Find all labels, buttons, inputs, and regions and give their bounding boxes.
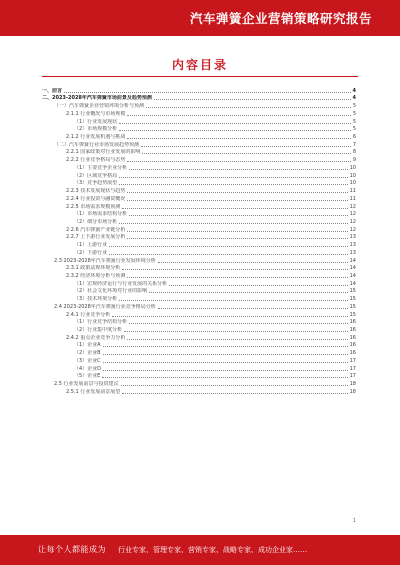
toc-entry-page: 6: [352, 134, 356, 141]
toc-entry-title: （3）企业C: [74, 357, 101, 364]
toc-entry-title: （5）企业E: [74, 373, 101, 380]
toc-entry-page: 17: [349, 357, 356, 364]
toc-entry-title: 2.2.2 行业竞争格局与态势: [66, 157, 126, 164]
toc-dot-leader: [122, 393, 347, 394]
toc-entry-title: 2.4.2 重点企业竞争力分析: [66, 334, 126, 341]
toc-entry[interactable]: [42, 179, 356, 187]
toc-dot-leader: [127, 161, 350, 162]
toc-dot-leader: [129, 169, 347, 170]
toc-dot-leader: [154, 99, 351, 100]
toc-entry[interactable]: [42, 94, 356, 102]
toc-entry-title: （1）主要竞争企业分析: [74, 164, 128, 171]
toc-entry-title: （2）细分市场分析: [74, 218, 118, 225]
toc-entry-title: 一、前言: [42, 87, 63, 94]
toc-entry[interactable]: [42, 318, 356, 326]
toc-entry-page: 14: [349, 280, 356, 287]
toc-entry-title: 2.5 行业发展前景与投资建议: [54, 381, 119, 388]
toc-entry-page: 4: [352, 95, 356, 102]
toc-entry[interactable]: [42, 140, 356, 148]
toc-dot-leader: [119, 223, 347, 224]
toc-entry-title: 二、2023-2028年汽车弹簧市场前景及趋势预测: [42, 95, 152, 102]
toc-entry-page: 18: [349, 381, 356, 388]
toc-entry[interactable]: [42, 271, 356, 279]
toc-entry[interactable]: [42, 379, 356, 387]
toc-entry-title: （1）市场需求结构分析: [74, 211, 128, 218]
toc-entry-title: （3）技术环境分析: [74, 296, 118, 303]
toc-entry[interactable]: [42, 256, 356, 264]
toc-dot-leader: [127, 115, 350, 116]
toc-dot-leader: [169, 285, 347, 286]
toc-entry-page: 12: [349, 226, 356, 233]
toc-entry[interactable]: [42, 372, 356, 380]
toc-entry-title: 2.2.5 市场需求规模预测: [66, 203, 121, 210]
toc-dot-leader: [127, 277, 347, 278]
toc-dot-leader: [122, 269, 347, 270]
toc-entry-title: 2.4.1 行业竞争分析: [66, 311, 111, 318]
toc-dot-leader: [112, 316, 347, 317]
toc-entry-page: 16: [349, 334, 356, 341]
toc-entry-page: 15: [349, 288, 356, 295]
toc-entry-page: 5: [352, 110, 356, 117]
toc-entry-page: 12: [349, 203, 356, 210]
toc-entry-page: 15: [349, 303, 356, 310]
toc-entry[interactable]: [42, 302, 356, 310]
toc-entry-page: 14: [349, 265, 356, 272]
toc-entry[interactable]: [42, 117, 356, 125]
toc-entry-title: 2.2.1 国家政策对行业发展的影响: [66, 149, 141, 156]
toc-entry-title: 2.2.4 行业投资与融资概况: [66, 195, 126, 202]
toc-entry-title: （二）汽车弹簧行业市场发展趋势预测: [54, 141, 140, 148]
toc-entry-page: 9: [352, 157, 356, 164]
toc-entry-title: 2.2.3 技术发展现状与趋势: [66, 188, 126, 195]
toc-entry-page: 18: [349, 388, 356, 395]
toc-entry[interactable]: [42, 217, 356, 225]
toc-entry-page: 16: [349, 342, 356, 349]
toc-dot-leader: [119, 130, 351, 131]
toc-entry-page: 5: [352, 118, 356, 125]
toc-entry-title: 2.3 2023-2028年汽车弹簧行业发展环境分析: [54, 257, 156, 264]
toc-dot-leader: [149, 292, 347, 293]
toc-dot-leader: [146, 107, 351, 108]
toc-entry[interactable]: [42, 333, 356, 341]
toc-dot-leader: [127, 231, 347, 232]
toc-entry-page: 8: [352, 149, 356, 156]
toc-entry[interactable]: [42, 210, 356, 218]
footer-slogan: 让每个人都能成为: [38, 545, 106, 554]
toc-dot-leader: [64, 92, 351, 93]
toc-entry[interactable]: [42, 171, 356, 179]
toc-entry-title: （1）行业竞争结构分析: [74, 319, 128, 326]
toc-dot-leader: [121, 385, 348, 386]
toc-entry[interactable]: [42, 233, 356, 241]
toc-entry-title: 2.3.1 政策法规环境分析: [66, 265, 121, 272]
toc-dot-leader: [102, 377, 347, 378]
toc-dot-leader: [103, 362, 348, 363]
toc-entry-title: （一）汽车弹簧企业营销环境分析与预测: [54, 103, 145, 110]
toc-entry[interactable]: [42, 86, 356, 94]
toc-entry[interactable]: [42, 225, 356, 233]
header-bar: [0, 0, 400, 36]
toc-entry[interactable]: [42, 132, 356, 140]
toc-dot-leader: [141, 146, 351, 147]
toc-dot-leader: [103, 354, 348, 355]
toc-entry-page: 11: [349, 195, 356, 202]
toc-entry-page: 12: [349, 218, 356, 225]
table-of-contents: [42, 86, 356, 395]
toc-entry-page: 13: [349, 234, 356, 241]
toc-dot-leader: [109, 254, 347, 255]
toc-dot-leader: [127, 339, 347, 340]
toc-dot-leader: [109, 246, 347, 247]
toc-entry[interactable]: [42, 264, 356, 272]
toc-entry-page: 17: [349, 365, 356, 372]
toc-dot-leader: [158, 262, 348, 263]
toc-entry-title: 2.3.2 经济环境分析与预测: [66, 272, 126, 279]
report-title: 汽车弹簧企业营销策略研究报告: [189, 11, 372, 26]
footer-tagline: 行业专家、管理专家、营销专家、战略专家、成功企业家……: [118, 546, 307, 554]
toc-entry[interactable]: [42, 125, 356, 133]
toc-entry[interactable]: [42, 248, 356, 256]
toc-entry[interactable]: [42, 387, 356, 395]
toc-heading: 内容目录: [171, 58, 228, 72]
toc-entry[interactable]: [42, 287, 356, 295]
toc-entry[interactable]: [42, 279, 356, 287]
page-number: 1: [352, 518, 356, 524]
toc-entry-page: 16: [349, 350, 356, 357]
toc-dot-leader: [129, 215, 347, 216]
toc-entry[interactable]: [42, 202, 356, 210]
toc-entry-title: 2.1.1 行业概况与市场规模: [66, 110, 126, 117]
toc-entry-page: 10: [349, 164, 356, 171]
toc-entry[interactable]: [42, 325, 356, 333]
toc-entry[interactable]: [42, 341, 356, 349]
toc-dot-leader: [127, 200, 347, 201]
toc-dot-leader: [122, 208, 347, 209]
toc-entry-title: 2.2.7 上下游行业发展分析: [66, 234, 126, 241]
toc-entry-page: 4: [352, 87, 356, 94]
toc-entry[interactable]: [42, 240, 356, 248]
toc-entry-title: （2）区域竞争格局: [74, 172, 118, 179]
toc-dot-leader: [158, 308, 348, 309]
toc-entry-page: 16: [349, 319, 356, 326]
toc-dot-leader: [127, 238, 347, 239]
toc-entry-page: 14: [349, 272, 356, 279]
toc-dot-leader: [129, 323, 347, 324]
toc-entry[interactable]: [42, 364, 356, 372]
toc-dot-leader: [103, 370, 348, 371]
toc-entry-page: 13: [349, 249, 356, 256]
toc-dot-leader: [119, 123, 351, 124]
toc-entry-title: 2.4 2023-2028年汽车弹簧行业竞争格局分析: [54, 303, 156, 310]
toc-dot-leader: [119, 184, 347, 185]
toc-dot-leader: [142, 153, 350, 154]
toc-divider: [42, 76, 358, 77]
toc-entry-page: 12: [349, 211, 356, 218]
toc-entry[interactable]: [42, 109, 356, 117]
toc-dot-leader: [103, 346, 348, 347]
toc-entry-title: （2）企业B: [74, 350, 101, 357]
toc-entry-title: （2）行业集中度分析: [74, 327, 123, 333]
toc-entry-page: 15: [349, 311, 356, 318]
toc-entry[interactable]: [42, 310, 356, 318]
toc-entry-title: 2.1.2 行业发展机遇与挑战: [66, 134, 126, 141]
toc-entry-title: （1）上游行业: [74, 242, 108, 249]
toc-dot-leader: [127, 192, 347, 193]
toc-entry-page: 5: [352, 126, 356, 133]
toc-entry-page: 5: [352, 103, 356, 110]
toc-entry[interactable]: [42, 186, 356, 194]
toc-entry[interactable]: [42, 155, 356, 163]
toc-entry-title: （1）企业A: [74, 342, 101, 349]
toc-entry-title: （2）社会文化环境对行业的影响: [74, 288, 148, 295]
toc-entry-title: （2）市场规模分析: [74, 126, 118, 133]
toc-entry-page: 14: [349, 257, 356, 264]
toc-entry-page: 16: [349, 327, 356, 333]
toc-entry-page: 13: [349, 242, 356, 249]
toc-entry-page: 17: [349, 373, 356, 380]
toc-entry-title: （3）竞争趋势展望: [74, 180, 118, 187]
toc-entry-title: 2.5.1 行业发展前景展望: [66, 388, 121, 395]
toc-entry[interactable]: [42, 356, 356, 364]
toc-entry-title: 2.2.6 汽车弹簧产业链分析: [66, 226, 126, 233]
toc-entry[interactable]: [42, 148, 356, 156]
toc-entry-page: 10: [349, 172, 356, 179]
toc-entry[interactable]: [42, 348, 356, 356]
footer-bar: [0, 535, 400, 565]
toc-entry-title: （1）行业发展现状: [74, 118, 118, 125]
toc-entry-page: 10: [349, 180, 356, 187]
toc-entry[interactable]: [42, 294, 356, 302]
toc-entry-title: （4）企业D: [74, 365, 102, 372]
toc-dot-leader: [127, 138, 350, 139]
toc-entry[interactable]: [42, 101, 356, 109]
toc-entry[interactable]: [42, 194, 356, 202]
toc-entry-title: （2）下游行业: [74, 249, 108, 256]
toc-entry-page: 7: [352, 141, 356, 148]
toc-entry[interactable]: [42, 163, 356, 171]
toc-dot-leader: [119, 177, 347, 178]
toc-entry-title: （1）宏观经济运行与行业发展的关系分析: [74, 280, 168, 287]
toc-dot-leader: [124, 331, 347, 332]
toc-dot-leader: [119, 300, 347, 301]
toc-entry-page: 11: [349, 188, 356, 195]
toc-entry-page: 15: [349, 296, 356, 303]
